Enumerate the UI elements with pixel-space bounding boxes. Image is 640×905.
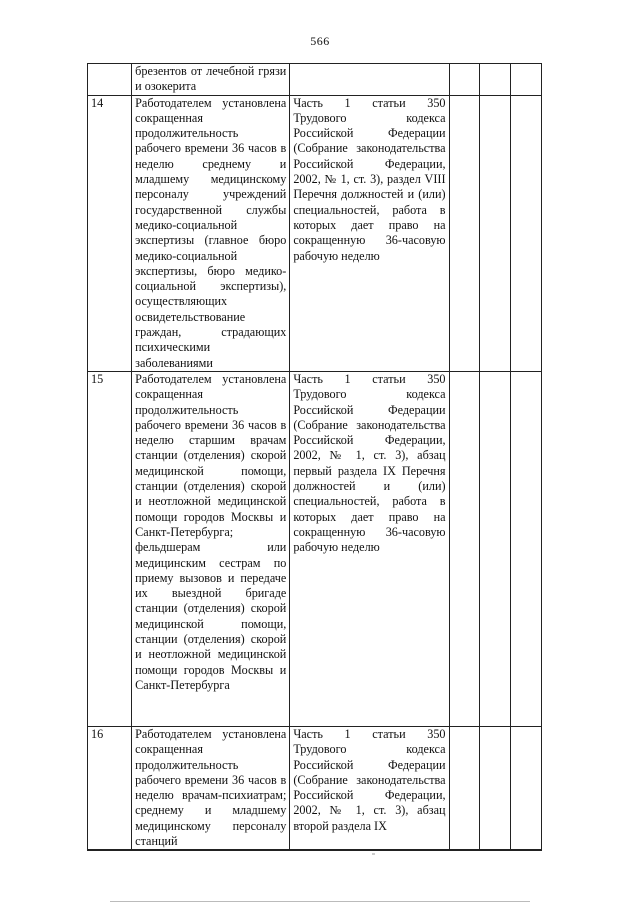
- empty-cell: [480, 64, 511, 96]
- table-row: [88, 64, 542, 96]
- empty-cell: [511, 371, 542, 726]
- legal-reference-cell: Часть 1 статьи 350 Трудового кодекса Российской Федерации (Собрание законодательства Российской Федерации, 2002, № 1, ст. 3), абзац второй раздела IX: [290, 726, 449, 850]
- page-bottom-edge: [110, 901, 530, 902]
- empty-cell: [449, 95, 480, 371]
- empty-cell: [511, 64, 542, 96]
- row-number-cell: 16: [88, 726, 132, 850]
- table-row: [88, 95, 542, 371]
- legal-reference-cell: Часть 1 статьи 350 Трудового кодекса Российской Федерации (Собрание законодательства Российской Федерации, 2002, № 1, ст. 3), раздел VIII Перечня должностей и (или) специальностей, работа в которых дает право на сокращенную 36-часовую рабочую неделю: [290, 95, 449, 371]
- empty-cell: [511, 726, 542, 850]
- table-row: [88, 371, 542, 726]
- scan-speck: [372, 853, 375, 855]
- row-number-cell: 15: [88, 371, 132, 726]
- requirements-table: [87, 63, 542, 851]
- empty-cell: [480, 726, 511, 850]
- page-number: 566: [310, 34, 330, 48]
- empty-cell: [480, 371, 511, 726]
- empty-cell: [449, 371, 480, 726]
- empty-cell: [511, 95, 542, 371]
- requirement-text-cell: Работодателем установлена сокращенная продолжительность рабочего времени 36 часов в неделю старшим врачам станции (отделения) скорой медицинской помощи, станции (отделения) скорой и неотложной медицинской помощи городов Москвы и Санкт-Петербурга; фельдшерам или медицинским сестрам по приему вызовов и передаче их выездной бригаде станции (отделения) скорой медицинской помощи, станции (отделения) скорой и неотложной медицинской помощи городов Москвы и Санкт-Петербурга: [132, 371, 290, 726]
- table-row: [88, 726, 542, 850]
- row-number-cell: 14: [88, 95, 132, 371]
- legal-reference-cell: [290, 64, 449, 96]
- legal-reference-cell: Часть 1 статьи 350 Трудового кодекса Российской Федерации (Собрание законодательства Российской Федерации, 2002, № 1, ст. 3), абзац первый раздела IX Перечня должностей и (или) специальностей, работа в которых дает право на сокращенную 36-часовую рабочую неделю: [290, 371, 449, 726]
- empty-cell: [449, 726, 480, 850]
- requirement-text-cell: Работодателем установлена сокращенная продолжительность рабочего времени 36 часов в неделю врачам-психиатрам; среднему и младшему медицинскому персоналу станций: [132, 726, 290, 850]
- requirement-text-cell: брезентов от лечебной грязи и озокерита: [132, 64, 290, 96]
- empty-cell: [449, 64, 480, 96]
- requirement-text-cell: Работодателем установлена сокращенная продолжительность рабочего времени 36 часов в неделю среднему и младшему медицинскому персоналу учреждений государственной службы медико-социальной экспертизы (главное бюро медико-социальной экспертизы, бюро медико-социальной экспертизы), осуществляющих освидетельствование граждан, страдающих психическими заболеваниями: [132, 95, 290, 371]
- row-number-cell: [88, 64, 132, 96]
- empty-cell: [480, 95, 511, 371]
